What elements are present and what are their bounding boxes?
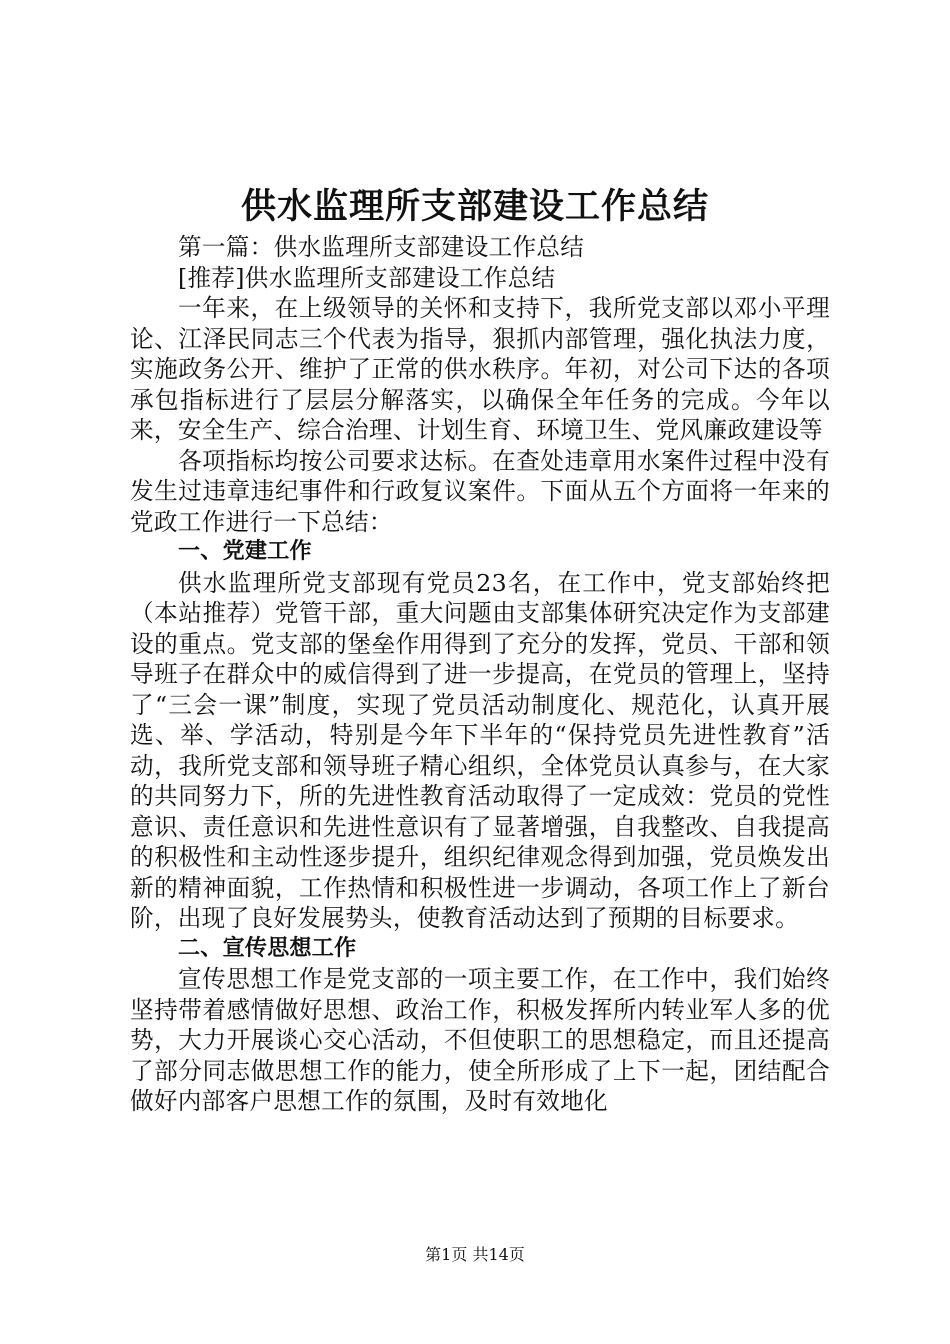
document-body	[130, 232, 830, 1117]
subtitle-recommended: [推荐]供水监理所支部建设工作总结	[178, 263, 556, 292]
subtitle-first-article: 第一篇：供水监理所支部建设工作总结	[178, 233, 585, 261]
section-text-party-building: 供水监理所党支部现有党员23名，在工作中，党支部始终把（本站推荐）党管干部，重大问题由支部集体研究决定作为支部建设的重点。党支部的堡垒作用得到了充分的发挥，党员、干部和领导班子在群众中的威信得到了进一步提高，在党员的管理上，坚持了“三会一课”制度，实现了党员活动制度化、规范化，认真开展选、举、学活动，特别是今年下半年的“保持党员先进性教育”活动，我所党支部和领导班子精心组织，全体党员认真参与，在大家的共同努力下，所的先进性教育活动取得了一定成效：党员的党性意识、责任意识和先进性意识有了显著增强，自我整改、自我提高的积极性和主动性逐步提升，组织纪律观念得到加强，党员焕发出新的精神面貌，工作热情和积极性进一步调动，各项工作上了新台阶，出现了良好发展势头，使教育活动达到了预期的目标要求。	[130, 568, 830, 932]
intro-paragraph: 一年来，在上级领导的关怀和支持下，我所党支部以邓小平理论、江泽民同志三个代表为指导，狠抓内部管理，强化执法力度，实施政务公开、维护了正常的供水秩序。年初，对公司下达的各项承包指标进行了层层分解落实，以确保全年任务的完成。今年以来，安全生产、综合治理、计划生育、环境卫生、党风廉政建设等	[130, 294, 830, 444]
document-title: 供水监理所支部建设工作总结	[240, 187, 709, 227]
page-footer: 第1页 共14页	[425, 1245, 525, 1264]
section-heading-party-building: 一、党建工作	[178, 539, 312, 564]
section-heading-publicity: 二、宣传思想工作	[178, 935, 357, 961]
summary-paragraph: 各项指标均按公司要求达标。在查处违章用水案件过程中没有发生过违章违纪事件和行政复议案件。下面从五个方面将一年来的党政工作进行一下总结：	[130, 446, 830, 536]
section-text-publicity: 宣传思想工作是党支部的一项主要工作，在工作中，我们始终坚持带着感情做好思想、政治工作，积极发挥所内转业军人多的优势，大力开展谈心交心活动，不但使职工的思想稳定，而且还提高了部分同志做思想工作的能力，使全所形成了上下一起，团结配合做好内部客户思想工作的氛围，及时有效地化	[130, 965, 830, 1115]
